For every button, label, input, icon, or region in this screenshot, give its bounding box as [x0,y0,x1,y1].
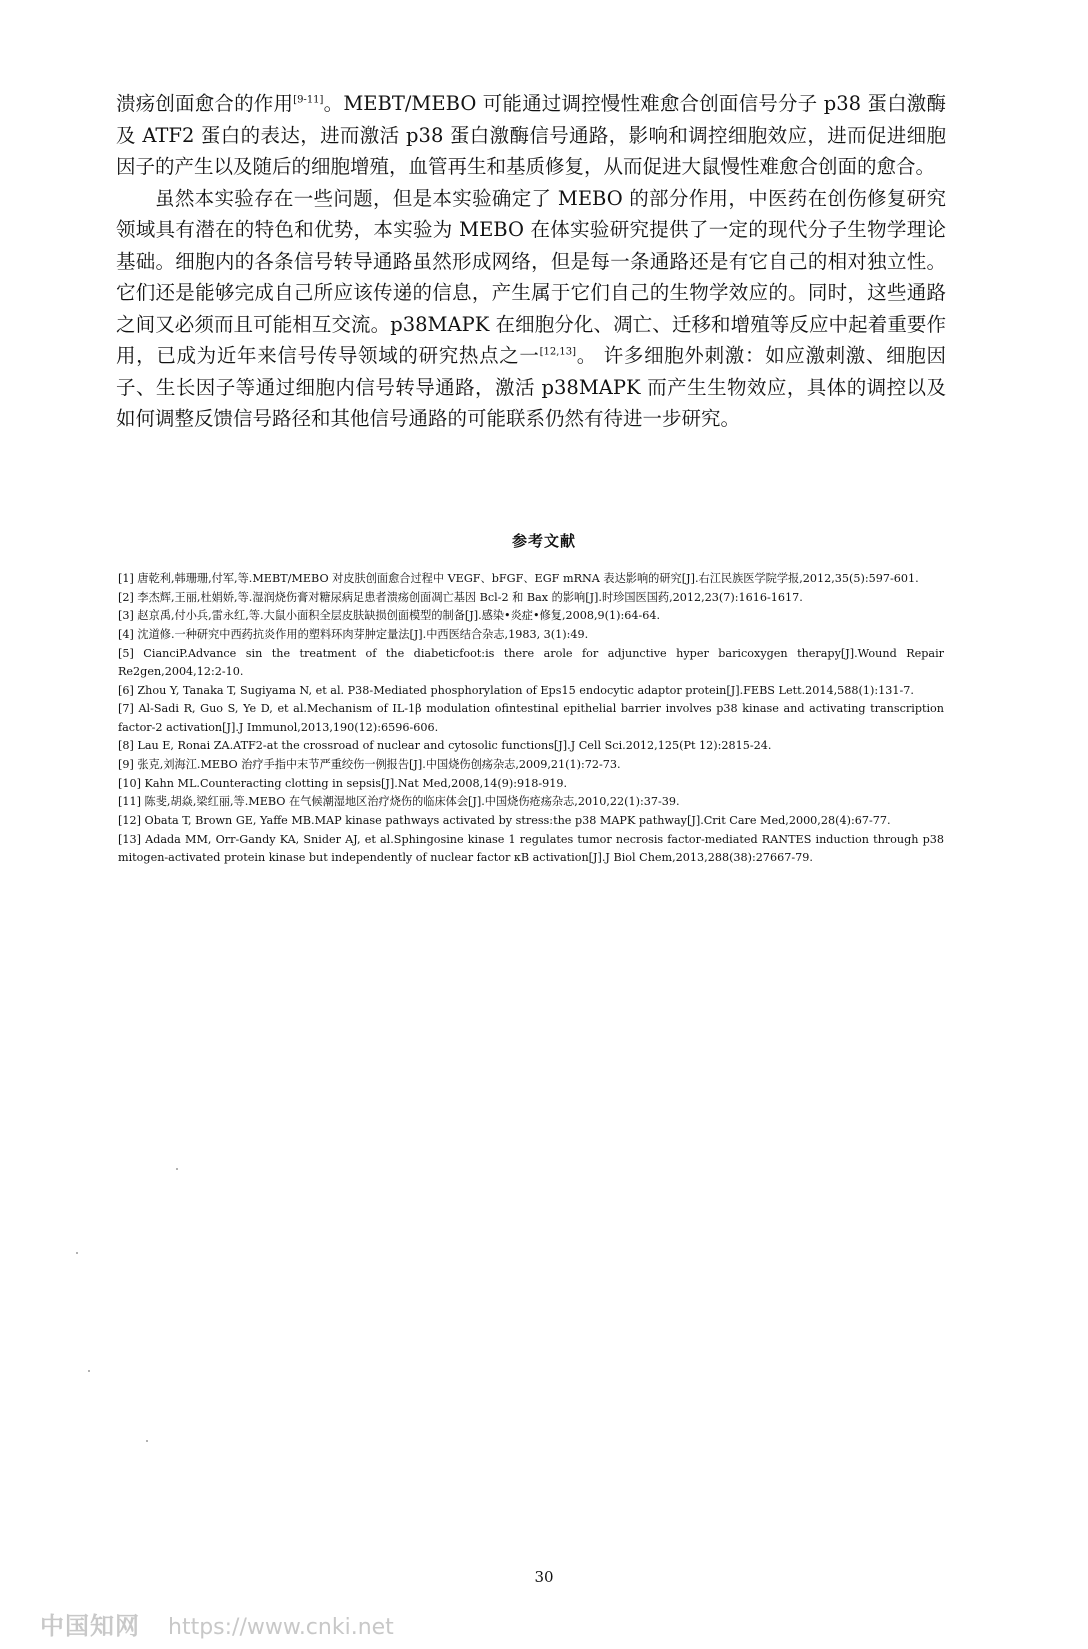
scan-speck [176,1168,178,1170]
reference-item: [10] Kahn ML.Counteracting clotting in sepsis[J].Nat Med,2008,14(9):918-919. [118,776,568,790]
cnki-url: https://www.cnki.net [168,1615,394,1640]
reference-item: [11] 陈斐,胡焱,梁红丽,等.MEBO 在气候潮湿地区治疗烧伤的临床体会[J].中国烧伤疮疡杂志,2010,22(1):37-39. [118,795,680,809]
reference-item: [5] CianciP.Advance sin the treatment of the diabeticfoot:is there arole for adjunctive hyper baricoxygen therapy[J].Wound Repair Re2gen,2004,12:2-10. [118,646,944,679]
reference-item: [1] 唐乾利,韩珊珊,付军,等.MEBT/MEBO 对皮肤创面愈合过程中 VEGF、bFGF、EGF mRNA 表达影响的研究[J].右江民族医学院学报,2012,35(5):597-601. [118,572,919,585]
reference-item: [12] Obata T, Brown GE, Yaffe MB.MAP kinase pathways activated by stress:the p38 MAPK pathway[J].Crit Care Med,2000,28(4):67-77. [118,814,891,828]
reference-item: [8] Lau E, Ronai ZA.ATF2-at the crossroad of nuclear and cytosolic functions[J].J Cell Sci.2012,125(Pt 12):2815-24. [118,739,772,753]
paragraph [116,88,946,183]
scan-speck [76,1252,78,1254]
reference-item: [4] 沈道修.一种研究中西药抗炎作用的塑料环肉芽肿定量法[J].中西医结合杂志,1983, 3(1):49. [118,628,589,642]
page-number: 30 [534,1568,554,1586]
body-text [116,88,946,435]
scan-speck [88,1370,90,1372]
paragraph-text: 虽然本实验存在一些问题，但是本实验确定了 MEBO 的部分作用，中医药在创伤修复研究领域具有潜在的特色和优势，本实验为 MEBO 在体实验研究提供了一定的现代分子生物学理论基础。细胞内的各条信号转导通路虽然形成网络，但是每一条通路还是有它自己的相对独立性。它们还是能够完成自己所应该传递的信息，产生属于它们自己的生物学效应的。同时，这些通路之间又必须而且可能相互交流。p38MAPK 在细胞分化、凋亡、迁移和增殖等反应中起着重要作用，已成为近年来信号传导领域的研究热点之一 [116,186,946,367]
paragraph-text: 。 许多细胞外刺激：如应激刺激、细胞因子、生长因子等通过细胞内信号转导通路，激活 p38MAPK 而产生生物效应，具体的调控以及如何调整反馈信号路径和其他信号通路的可能联系仍然有待进一步研究。 [116,344,946,430]
scan-speck [146,1440,148,1442]
cnki-brand-text: 中国知网 [40,1612,140,1640]
references-heading: 参考文献 [511,532,576,550]
reference-item: [9] 张克,刘海江.MEBO 治疗手指中末节严重绞伤一例报告[J].中国烧伤创疡杂志,2009,21(1):72-73. [118,758,621,772]
reference-list [118,570,944,868]
paragraph [116,183,946,435]
reference-item: [13] Adada MM, Orr-Gandy KA, Snider AJ, et al.Sphingosine kinase 1 regulates tumor necrosis factor-mediated RANTES induction through p38 mitogen-activated protein kinase but independently of nuclear factor κB activation[J].J Biol Chem,2013,288(38):27667-79. [118,832,944,865]
reference-item: [7] Al-Sadi R, Guo S, Ye D, et al.Mechanism of IL-1β modulation ofintestinal epithelial barrier involves p38 kinase and activating transcription factor-2 activation[J].J Immunol,2013,190(12):6596-606. [118,702,944,734]
paragraph-text: 溃疡创面愈合的作用 [116,92,294,115]
reference-item: [6] Zhou Y, Tanaka T, Sugiyama N, et al. P38-Mediated phosphorylation of Eps15 endocytic adaptor protein[J].FEBS Lett.2014,588(1):131-7. [118,683,914,697]
reference-item: [2] 李杰辉,王丽,杜娟娇,等.湿润烧伤膏对糖尿病足患者溃疡创面凋亡基因 Bcl-2 和 Bax 的影响[J].时珍国医国药,2012,23(7):1616-1617. [118,590,803,604]
reference-item: [3] 赵京禹,付小兵,雷永红,等.大鼠小面积全层皮肤缺损创面模型的制备[J].感染•炎症•修复,2008,9(1):64-64. [118,609,661,623]
cnki-watermark [40,1606,394,1638]
paragraph-text: 。MEBT/MEBO 可能通过调控慢性难愈合创面信号分子 p38 蛋白激酶及 ATF2 蛋白的表达，进而激活 p38 蛋白激酶信号通路，影响和调控细胞效应，进而促进细胞因子的产生以及随后的细胞增殖，血管再生和基质修复，从而促进大鼠慢性难愈合创面的愈合。 [116,92,946,178]
citation-marker: [12,13] [539,346,577,358]
citation-marker: [9-11] [293,94,324,106]
